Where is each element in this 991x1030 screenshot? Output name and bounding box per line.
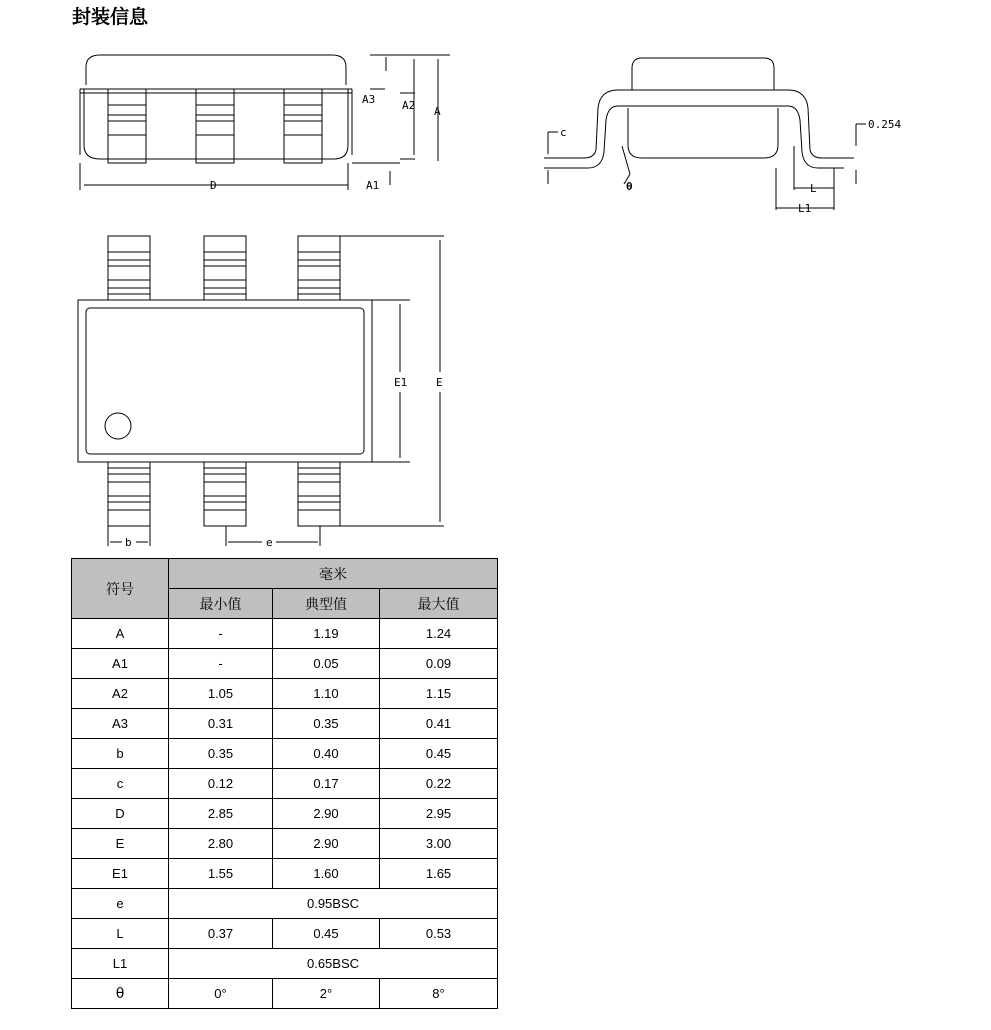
cell-max: 0.53 [380,919,498,949]
top-lead-1 [108,236,150,300]
dim-label-c: c [560,126,567,139]
cell-min: 0.37 [169,919,273,949]
cell-symbol: D [72,799,169,829]
cell-symbol: e [72,889,169,919]
cell-symbol: A1 [72,649,169,679]
cell-max: 0.22 [380,769,498,799]
profile-left-lead [564,90,618,168]
cell-typ: 0.45 [273,919,380,949]
package-body-bottom [84,89,348,159]
bottom-lead-1 [108,462,150,526]
cell-max: 2.95 [380,799,498,829]
cell-bsc-value: 0.65BSC [169,949,498,979]
cell-min: 2.85 [169,799,273,829]
table-row [72,889,498,919]
package-body-top [86,55,346,85]
cell-max: 0.45 [380,739,498,769]
header-max: 最大值 [380,589,498,619]
dim-label-d: D [210,179,217,192]
dim-label-gauge: 0.254 [868,118,902,131]
cell-max: 1.65 [380,859,498,889]
cell-symbol: A2 [72,679,169,709]
cell-symbol: b [72,739,169,769]
table-row [72,769,498,799]
cell-min: 0.35 [169,739,273,769]
side-lead-3 [284,89,322,163]
dim-label-theta: θ [626,180,633,193]
cell-symbol: E [72,829,169,859]
profile-right-lead [788,90,844,168]
cell-typ: 1.60 [273,859,380,889]
header-min: 最小值 [169,589,273,619]
bottom-lead-3 [298,462,340,526]
bottom-lead-2 [204,462,246,526]
cell-symbol: A [72,619,169,649]
dim-label-l: L [810,182,817,195]
cell-symbol: L [72,919,169,949]
cell-max: 0.09 [380,649,498,679]
cell-typ: 1.10 [273,679,380,709]
cell-max: 0.41 [380,709,498,739]
cell-min: 1.55 [169,859,273,889]
cell-min: 0° [169,979,273,1009]
cell-typ: 0.05 [273,649,380,679]
pin1-marker [105,413,131,439]
top-view-drawing [70,230,460,550]
package-body-outline [78,300,372,462]
header-unit: 毫米 [169,559,498,589]
page-title: 封装信息 [72,6,149,28]
table-row [72,979,498,1009]
dim-label-a: A [434,105,441,118]
cell-min: 1.05 [169,679,273,709]
cell-symbol: c [72,769,169,799]
cell-symbol: E1 [72,859,169,889]
dim-label-e-pitch: e [266,536,273,549]
cell-min: - [169,619,273,649]
profile-body-top [632,58,774,90]
side-lead-2 [196,89,234,163]
table-row [72,739,498,769]
cell-max: 1.15 [380,679,498,709]
cell-typ: 2.90 [273,829,380,859]
table-row [72,829,498,859]
cell-symbol: A3 [72,709,169,739]
dim-label-e1: E1 [394,376,408,389]
cell-typ: 2° [273,979,380,1009]
top-lead-2 [204,236,246,300]
cell-typ: 0.40 [273,739,380,769]
cell-min: 2.80 [169,829,273,859]
cell-min: 0.12 [169,769,273,799]
dim-label-a3: A3 [362,93,376,106]
cell-typ: 0.35 [273,709,380,739]
table-row [72,919,498,949]
cell-min: - [169,649,273,679]
cell-max: 3.00 [380,829,498,859]
dim-label-e-upper: E [436,376,443,389]
table-row [72,679,498,709]
cell-symbol: L1 [72,949,169,979]
dim-label-b: b [125,536,132,549]
header-symbol: 符号 [72,559,169,619]
cell-max: 8° [380,979,498,1009]
table-row [72,949,498,979]
dimension-table-body [72,619,498,1009]
profile-body-bottom [628,108,778,158]
table-row [72,859,498,889]
package-body-inner [86,308,364,454]
table-row [72,709,498,739]
dim-label-a1: A1 [366,179,380,192]
dim-label-l1: L1 [798,202,812,215]
header-typ: 典型值 [273,589,380,619]
dimension-table [71,558,498,1009]
cell-typ: 2.90 [273,799,380,829]
cell-symbol: θ [72,979,169,1009]
cell-max: 1.24 [380,619,498,649]
cell-typ: 0.17 [273,769,380,799]
lead-profile-drawing [538,50,908,215]
side-lead-1 [108,89,146,163]
table-row [72,799,498,829]
table-row [72,649,498,679]
cell-bsc-value: 0.95BSC [169,889,498,919]
cell-typ: 1.19 [273,619,380,649]
cell-min: 0.31 [169,709,273,739]
dim-label-a2: A2 [402,99,416,112]
table-row [72,619,498,649]
top-lead-3 [298,236,340,300]
side-view-drawing [70,45,450,205]
